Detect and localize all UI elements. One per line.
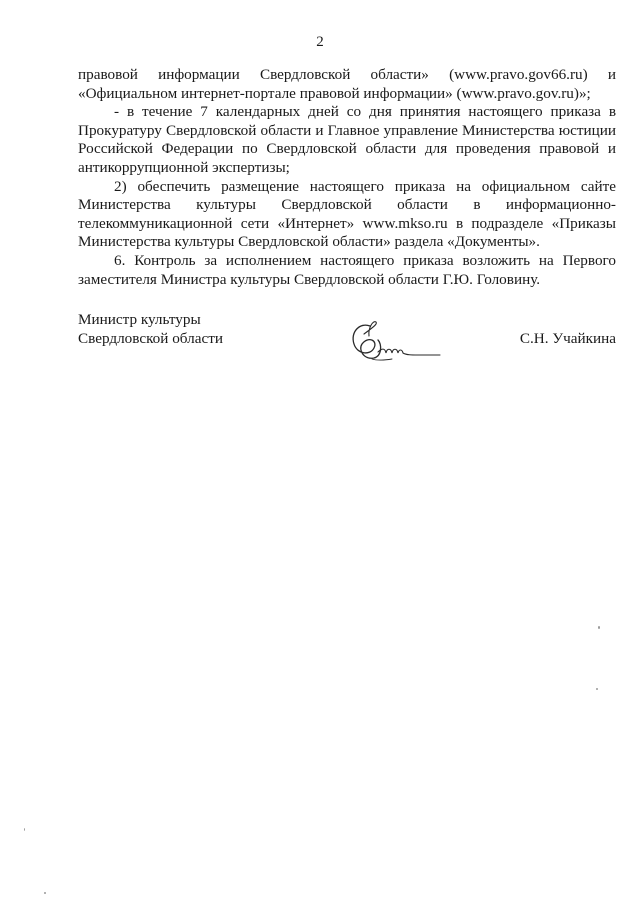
document-body [78, 66, 616, 289]
scan-speck [24, 828, 25, 831]
paragraph-continuation: правовой информации Свердловской области» (www.pravo.gov66.ru) и «Официальном интернет-портале правовой информации» (www.pravo.gov.ru)»; [78, 66, 616, 102]
signatory-name: С.Н. Учайкина [519, 329, 616, 347]
paragraph-website-publication: 2) обеспечить размещение настоящего приказа на официальном сайте Министерства культуры Свердловской области в информационно-телекоммуникационной сети «Интернет» www.mkso.ru в подразделе «Приказы Министерства культуры Свердловской области» раздела «Документы». [78, 177, 616, 251]
scan-speck [598, 626, 600, 629]
paragraph-control: 6. Контроль за исполнением настоящего приказа возложить на Первого заместителя Министра культуры Свердловской области Г.Ю. Головину. [78, 251, 616, 288]
signatory-title-line-1: Министр культуры [78, 311, 201, 328]
handwritten-signature [342, 318, 442, 366]
paragraph-prosecutor-submission: - в течение 7 календарных дней со дня принятия настоящего приказа в Прокуратуру Свердловской области и Главное управление Министерства юстиции Российской Федерации по Свердловской области для проведения правовой и антикоррупционной экспертизы; [78, 103, 616, 176]
page-number: 2 [316, 34, 324, 50]
signatory-title-line-2: Свердловской области [78, 329, 223, 347]
scan-speck [44, 892, 46, 894]
scan-speck [596, 688, 598, 690]
